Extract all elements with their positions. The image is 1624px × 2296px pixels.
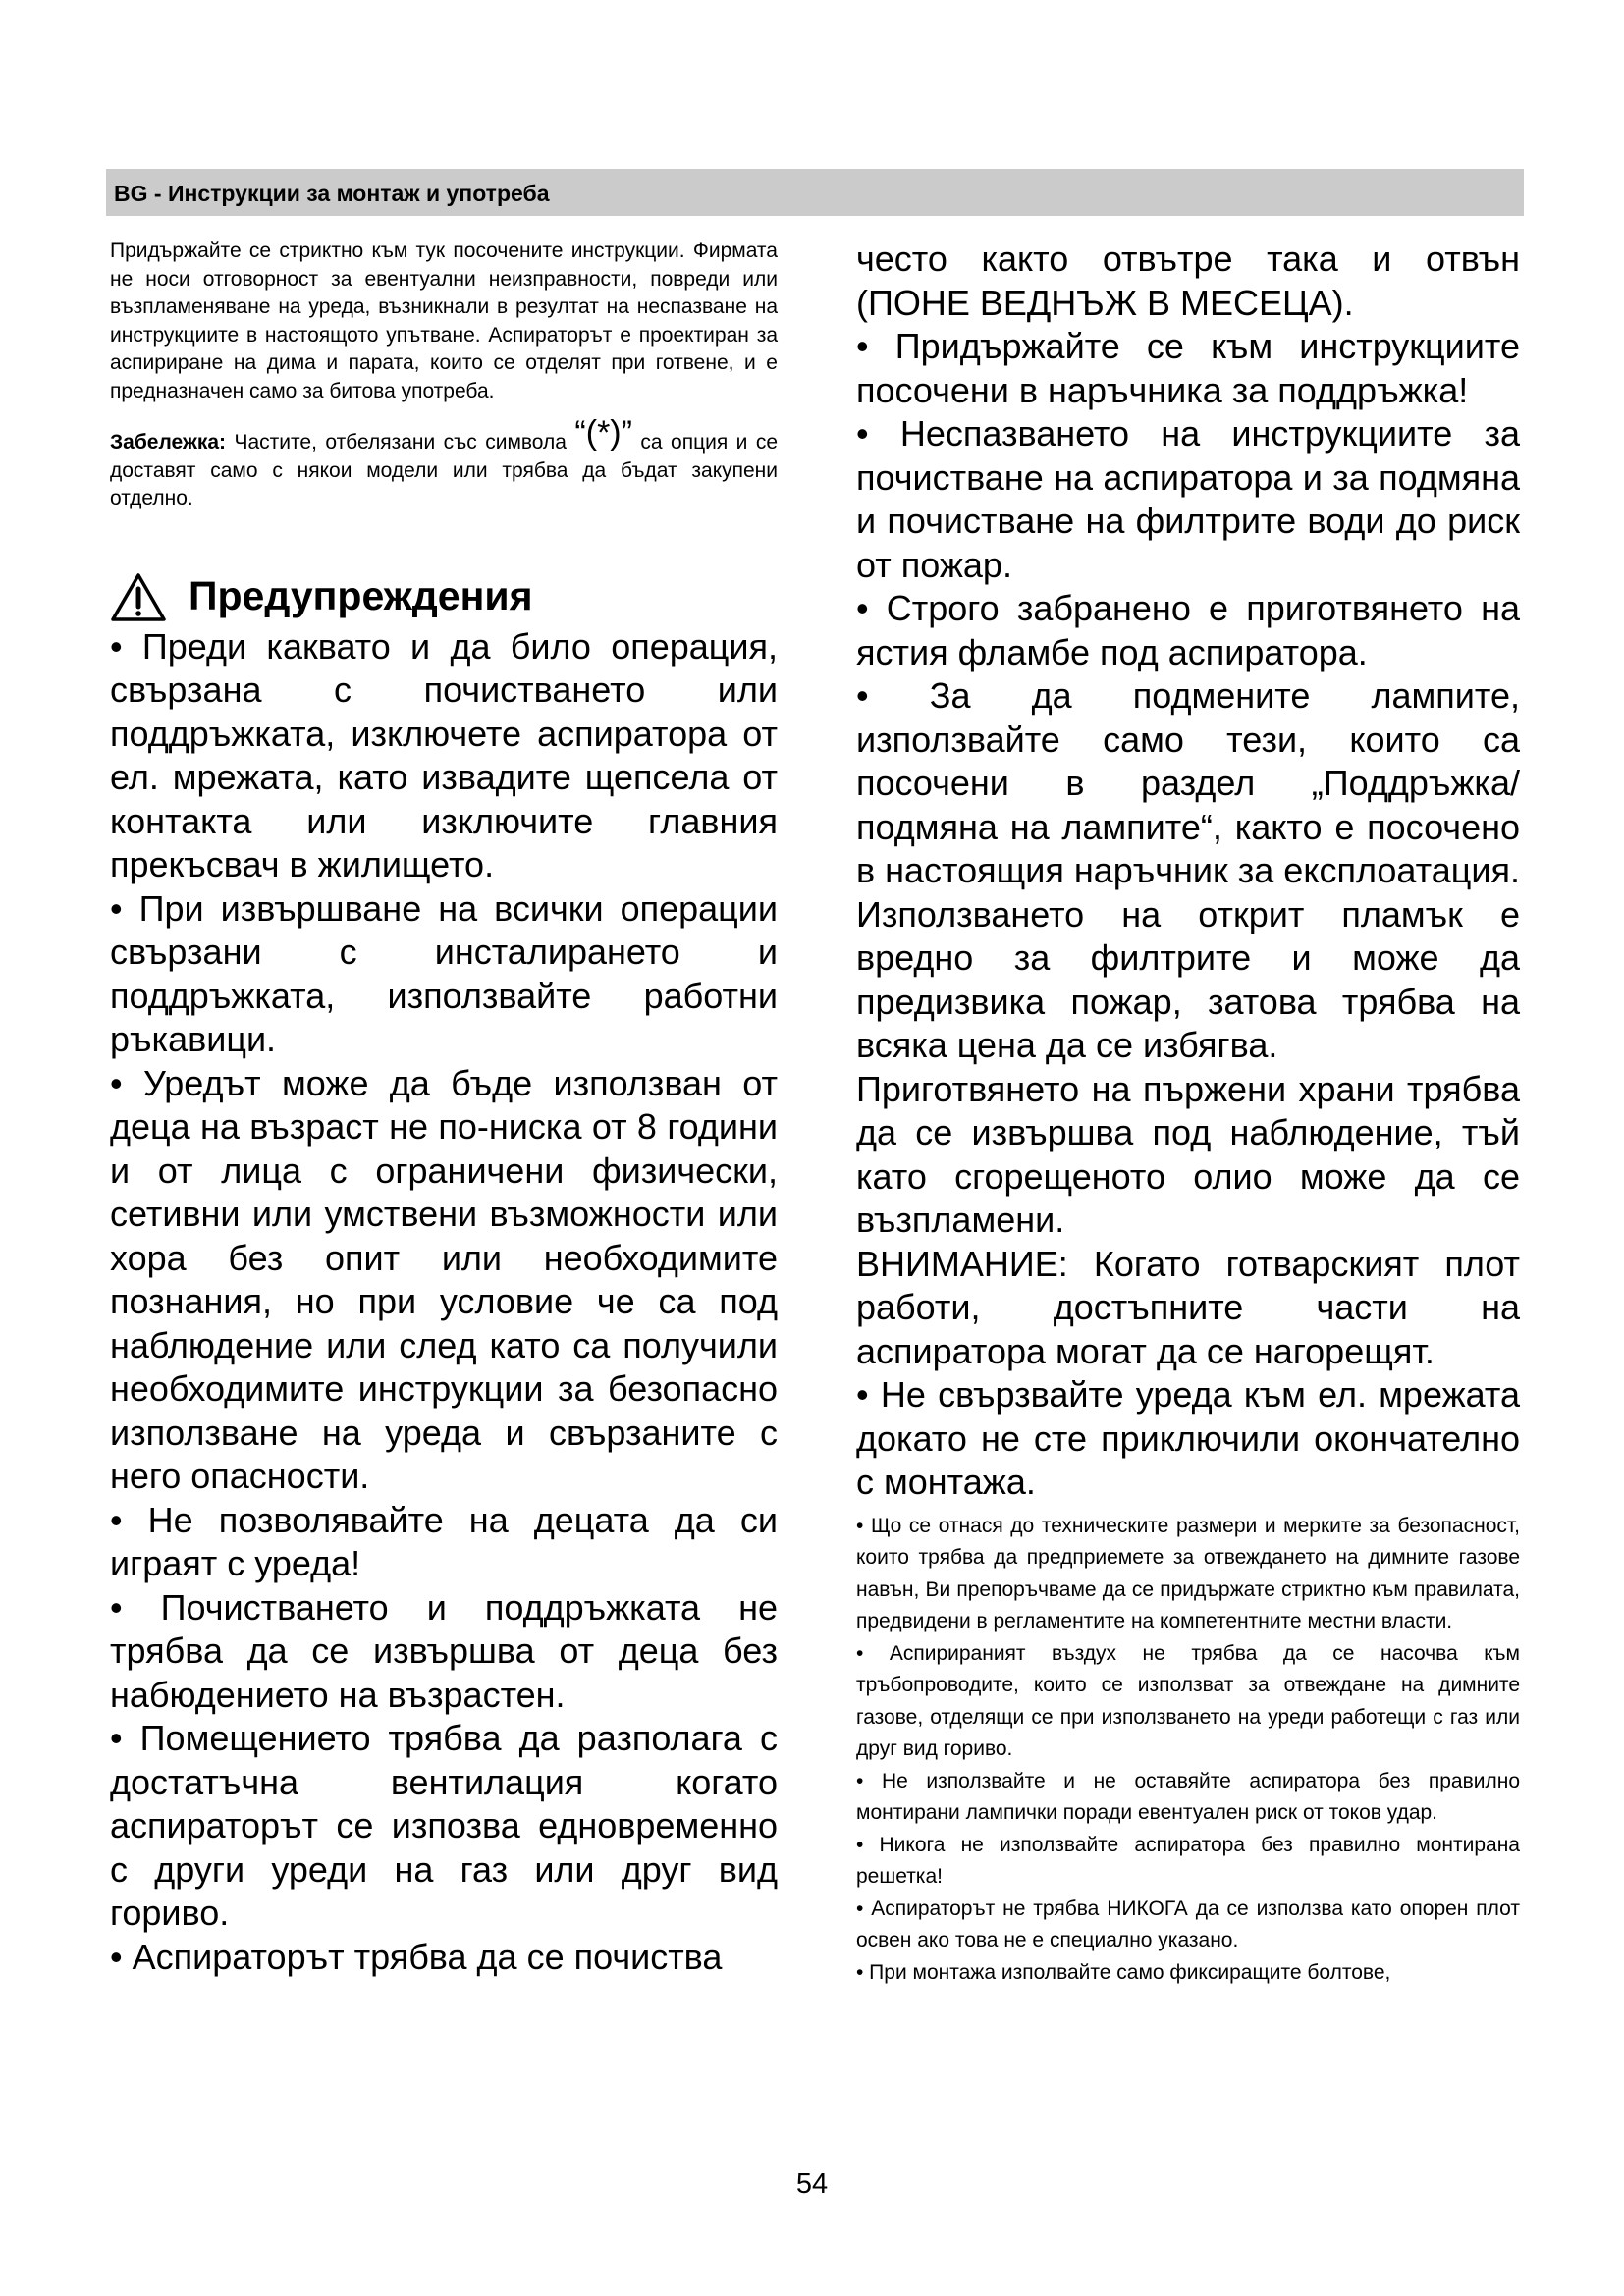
warning-paragraph: • Придържайте се към инструкциите посочени в наръчника за поддръжка!: [856, 326, 1520, 410]
right-column: [856, 238, 1520, 1989]
warning-paragraph: • Неспазването на инструкциите за почистване на аспиратора и за подмяна и почистване на филтрите води до риск от пожар.: [856, 413, 1520, 585]
warning-paragraph: • Помещението трябва да разполага с достатъчна вентилация когато аспираторът се изпозва едновременно с други уреди на газ или друг вид гориво.: [110, 1718, 778, 1933]
note-label: Забележка:: [110, 431, 227, 454]
warning-triangle-icon: [110, 571, 167, 622]
warning-paragraph: Използването на открит пламък е вредно за филтрите и може да предизвика пожар, затова трябва на всяка цена да се избягва.: [856, 893, 1520, 1065]
warning-paragraph: • Почистването и поддръжката не трябва да се извършва от деца без набюдението на възрастен.: [110, 1586, 778, 1715]
page-number: 54: [795, 2168, 829, 2200]
page-header: [106, 169, 1524, 216]
warning-paragraph: Приготвянето на пържени храни трябва да се извършва под наблюдение, тъй като сгорещеното олио може да се възпламени.: [856, 1068, 1520, 1240]
warning-paragraph: • Не свързвайте уреда към ел. мрежата докато не сте приключили окончателно с монтажа.: [856, 1374, 1520, 1502]
note-text-before: Частите, отбелязани със символа: [234, 431, 567, 454]
warnings-heading: [110, 570, 778, 623]
note-symbol: “(*)”: [574, 414, 632, 452]
warning-paragraph: • Не позволявайте на децата да си играят с уреда!: [110, 1499, 778, 1583]
warning-paragraph: ВНИМАНИЕ: Когато готварският плот работи, достъпните части на аспиратора могат да се нагорещят.: [856, 1243, 1520, 1371]
small-warning-paragraph: • Аспираторът не трябва НИКОГА да се използва като опорен плот освен ако това не е специално указано.: [856, 1896, 1520, 1951]
note-text-after: са опция и се доставят само с някои модели или трябва да бъдат закупени отделно.: [110, 431, 778, 509]
small-warning-paragraph: • Аспирираният въздух не трябва да се насочва към тръбопроводите, които се използват за отвеждане на димните газове, отделящи се при използването на уреди работещи с газ или друг вид гориво.: [856, 1641, 1520, 1760]
small-warning-paragraph: • Никога не използвайте аспиратора без правилно монтирана решетка!: [856, 1833, 1520, 1888]
warning-paragraph: • Преди каквато и да било операция, свързана с почистването или поддръжката, изключете аспиратора от ел. мрежата, като извадите щепсела от контакта или изключите главния прекъсвач в жилището.: [110, 625, 778, 884]
note-paragraph: [110, 414, 778, 513]
header-title: BG - Инструкции за монтаж и употреба: [114, 181, 550, 206]
warnings-title: Предупреждения: [189, 573, 533, 618]
small-warning-paragraph: • При монтажа изполвайте само фиксиращите болтове,: [856, 1960, 1391, 1984]
warning-paragraph: • За да подмените лампите, използвайте само тези, които са посочени в раздел „Поддръжка/подмяна на лампите“, както е посочено в настоящия наръчник за експлоатация.: [856, 675, 1520, 890]
warning-paragraph: • Уредът може да бъде използван от деца на възраст не по-ниска от 8 години и от лица с ограничени физически, сетивни или умствени възможности или хора без опит или необходимите познания, но при условие че са под наблюдение или след като са получили необходимите инструкции за безопасно използване на уреда и свързаните с него опасности.: [110, 1062, 778, 1496]
intro-text: Придържайте се стриктно към тук посочените инструкции. Фирмата не носи отговорност за евентуални неизправности, повреди или възпламеняване на уреда, възникнали в резултат на неспазване на инструкциите в настоящото упътване. Аспираторът е проектиран за аспириране на дима и парата, които се отделят при готвене, и е предназначен само за битова употреба.: [110, 240, 778, 402]
small-warning-paragraph: • Що се отнася до техническите размери и мерките за безопасност, които трябва да предприемете за отвеждането на димните газове навън, Ви препоръчваме да се придържате стриктно към правилата, предвидени в регламентите на компетентните местни власти.: [856, 1514, 1520, 1632]
warning-paragraph: • При извършване на всички операции свързани с инсталирането и поддръжката, използвайте работни ръкавици.: [110, 887, 778, 1059]
warning-paragraph: често както отвътре така и отвън (ПОНЕ ВЕДНЪЖ В МЕСЕЦА).: [856, 239, 1520, 323]
warning-paragraph: • Строго забранено е приготвянето на ястия фламбе под аспиратора.: [856, 588, 1520, 672]
left-column: [110, 238, 778, 1979]
warning-paragraph: • Аспираторът трябва да се почиства: [110, 1936, 723, 1977]
small-warning-paragraph: • Не използвайте и не оставяйте аспиратора без правилно монтирани лампички поради евентуален риск от токов удар.: [856, 1769, 1520, 1824]
